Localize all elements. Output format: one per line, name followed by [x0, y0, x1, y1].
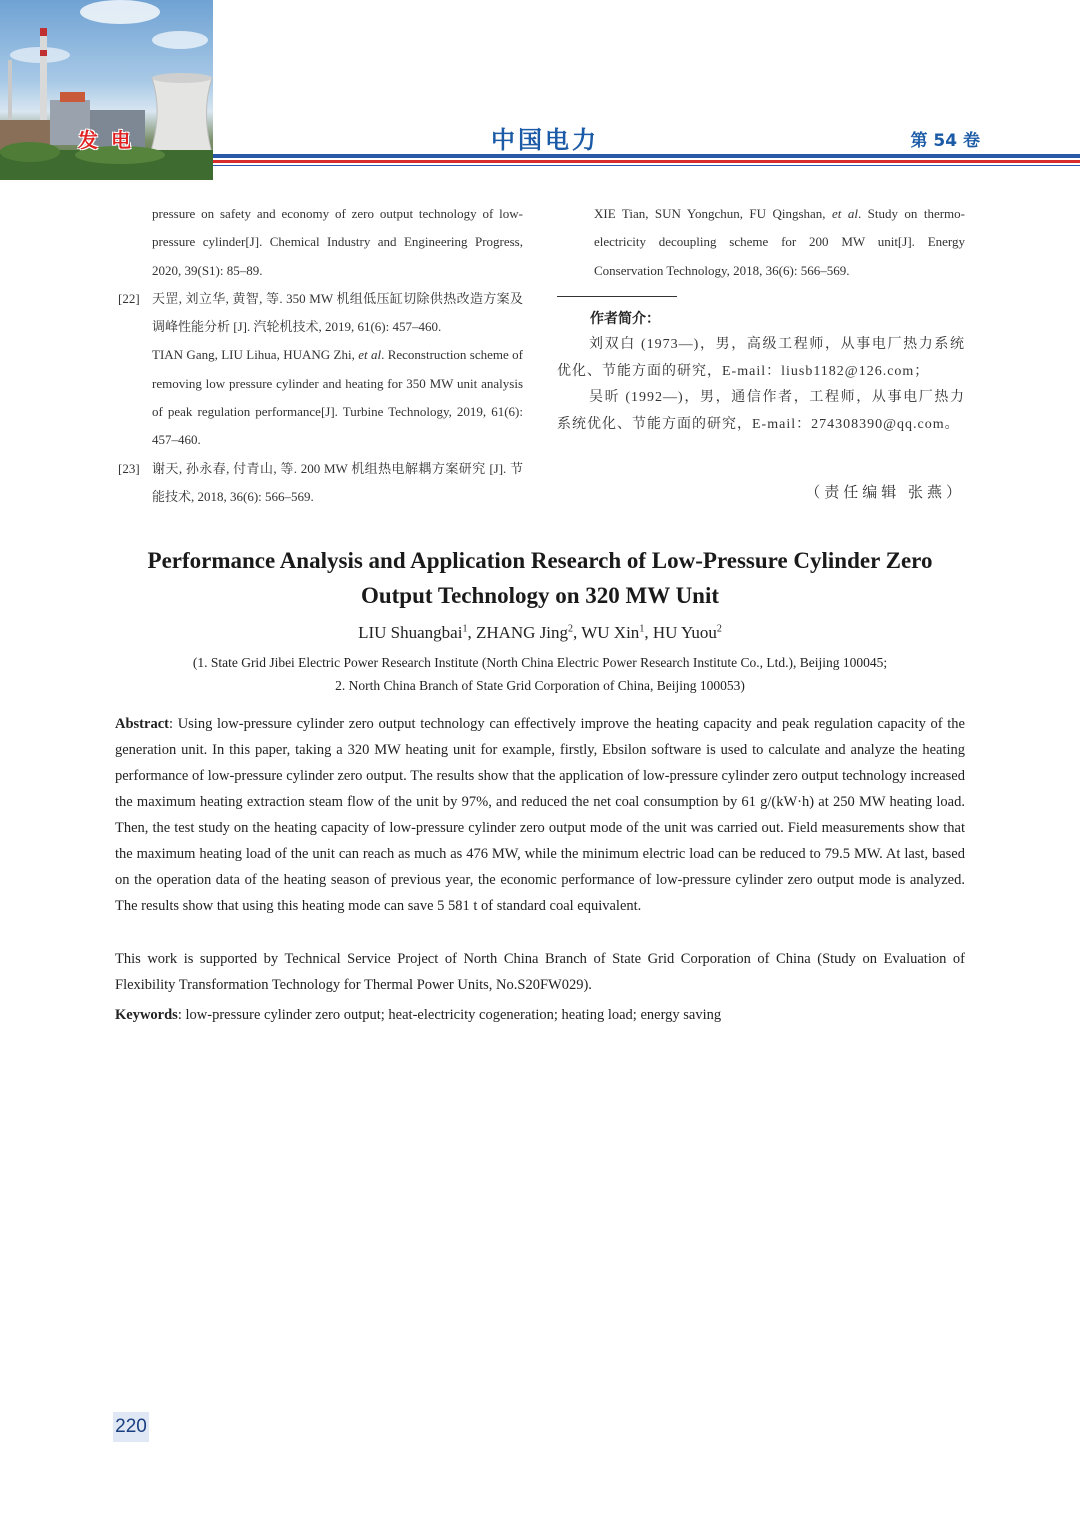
reference-number: [23] [118, 460, 140, 476]
reference-22-en: TIAN Gang, LIU Lihua, HUANG Zhi, et al. Reconstruction scheme of removing low pressure cylinder and heating for 350 MW unit analysis of peak regulation performance[J]. Turbine Technology, 2019, 61(6): 457–460. [152, 347, 523, 448]
header-photo-power-plant [0, 0, 213, 180]
keywords-label: Keywords [115, 1007, 178, 1023]
keywords-text: : low-pressure cylinder zero output; heat-electricity cogeneration; heating load; energy saving [177, 1007, 722, 1023]
power-plant-illustration [0, 0, 213, 180]
reference-number: [22] [118, 290, 140, 306]
header-rule-blue [213, 154, 1080, 158]
affiliation-1: (1. State Grid Jibei Electric Power Research Institute (North China Electric Power Research Institute Co., Ltd.), Beijing 100045; [192, 655, 888, 670]
author-bio [557, 332, 965, 438]
keywords [115, 1002, 965, 1028]
header-rule-thin [213, 165, 1080, 166]
reference-22-cn: 天罡, 刘立华, 黄智, 等. 350 MW 机组低压缸切除供热改造方案及调峰性能分析 [J]. 汽轮机技术, 2019, 61(6): 457–460. [152, 290, 523, 335]
affiliation-2: 2. North China Branch of State Grid Corporation of China, Beijing 100053) [335, 678, 745, 693]
responsible-editor: （责任编辑 张燕） [805, 485, 965, 501]
author-bio-heading: 作者简介： [590, 311, 660, 327]
reference-22 [118, 285, 523, 342]
author-bio-divider [557, 296, 677, 297]
affiliations [110, 651, 970, 697]
section-tag: 发 电 [78, 128, 134, 152]
abstract-text: : Using low-pressure cylinder zero output technology can effectively improve the heating capacity and peak regulation capacity of the generation unit. In this paper, taking a 320 MW heating unit for example, firstly, Ebsilon software is used to calculate and analyze the heating performance of low-pressure cylinder zero output. The results show that the application of low-pressure cylinder zero output technology increased the maximum heating extraction steam flow of the unit by 97%, and reduced the net coal consumption by 61 g/(kW·h) at 250 MW heating load. Then, the test study on the heating capacity of low-pressure cylinder zero output mode of the unit was carried out. Field measurements show that the maximum heating load of the unit can reach as much as 476 MW, while the minimum electric load can be reduced to 79.5 MW. At last, based on the operation data of the heating season of previous year, the economic performance of low-pressure cylinder zero output mode is analyzed. The results show that using this heating mode can save 5 581 t of standard coal equivalent. [115, 716, 965, 914]
references-left-column [118, 200, 523, 511]
abstract-label: Abstract [115, 716, 169, 732]
english-authors: LIU Shuangbai$^1$, ZHANG Jing$^2$, WU Xin$^1$, HU Yuou$^2$ [358, 623, 722, 642]
reference-23-en: XIE Tian, SUN Yongchun, FU Qingshan, et al. Study on thermo-electricity decoupling scheme for 200 MW unit[J]. Energy Conservation Technology, 2018, 36(6): 566–569. [594, 206, 965, 278]
abstract-paragraph [115, 711, 965, 919]
header-rule-red [213, 160, 1080, 163]
author-bio-2: 吴昕 (1992—)，男，通信作者，工程师，从事电厂热力系统优化、节能方面的研究，E-mail：274308390@qq.com。 [557, 390, 965, 432]
page-number: 220 [113, 1412, 149, 1442]
volume-label: 第 54 卷 [910, 131, 980, 151]
reference-23-cn: 谢天, 孙永春, 付青山, 等. 200 MW 机组热电解耦方案研究 [J]. 节能技术, 2018, 36(6): 566–569. [152, 460, 523, 504]
references-right-column [560, 200, 965, 285]
reference-21-continuation: pressure on safety and economy of zero output technology of low-pressure cylinder[J]. Chemical Industry and Engineering Progress, 2020, 39(S1): 85–89. [152, 206, 523, 278]
english-title: Performance Analysis and Application Research of Low-Pressure Cylinder Zero Output Technology on 320 MW Unit [147, 548, 933, 608]
funding-statement: This work is supported by Technical Service Project of North China Branch of State Grid Corporation of China (Study on Evaluation of Flexibility Transformation Technology for Thermal Power Units, No.S20FW029). [115, 951, 965, 993]
reference-23 [118, 455, 523, 512]
journal-title: 中国电力 [491, 126, 599, 154]
author-bio-1: 刘双白 (1973—)，男，高级工程师，从事电厂热力系统优化、节能方面的研究，E-mail：liusb1182@126.com； [557, 337, 965, 379]
